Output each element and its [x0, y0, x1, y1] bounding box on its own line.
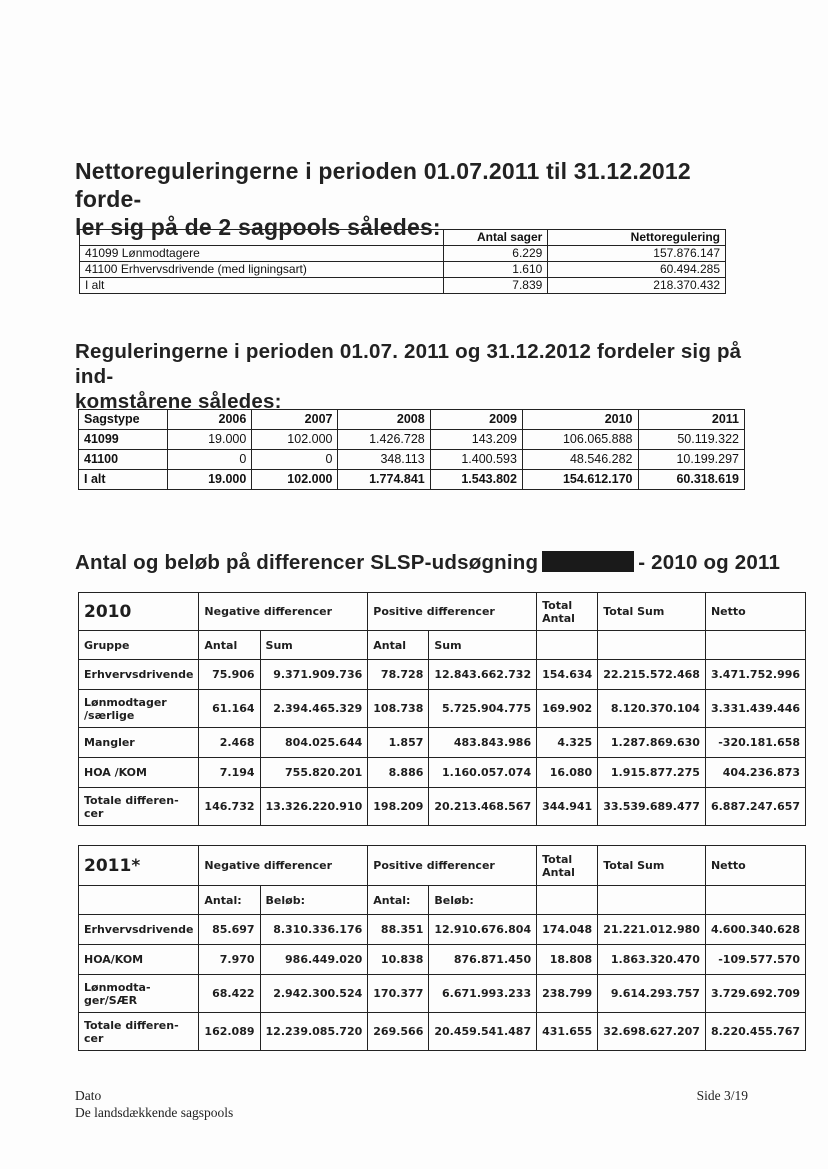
table-header-cell: Positive differencer	[368, 593, 537, 631]
table-subheader-row	[79, 886, 806, 915]
table-cell: 174.048	[537, 915, 598, 945]
table-cell: 60.494.285	[548, 262, 726, 278]
table-cell: 6.671.993.233	[429, 975, 537, 1013]
table-cell: Erhvervsdrivende	[79, 915, 199, 945]
table-cell: 1.857	[368, 728, 429, 758]
table-cell: 13.326.220.910	[260, 788, 368, 826]
table-cell: Lønmodtager /særlige	[79, 690, 199, 728]
footer-date: Dato	[75, 1088, 102, 1103]
table-cell: 7.970	[199, 945, 260, 975]
table-row	[79, 728, 806, 758]
table-cell: 9.371.909.736	[260, 660, 368, 690]
table-row	[79, 690, 806, 728]
table-cell: HOA /KOM	[79, 758, 199, 788]
table-header-cell: 2007	[252, 410, 338, 430]
table-header-cell: Antal	[199, 631, 260, 660]
table-header-cell: Antal:	[199, 886, 260, 915]
table-cell: 238.799	[537, 975, 598, 1013]
table-header-cell: 2006	[168, 410, 252, 430]
table-cell: 1.426.728	[338, 430, 430, 450]
table-cell: 78.728	[368, 660, 429, 690]
table-cell: Lønmodta- ger/SÆR	[79, 975, 199, 1013]
table-cell: 404.236.873	[705, 758, 805, 788]
table-header-cell: Beløb:	[260, 886, 368, 915]
table-header-cell: Sum	[429, 631, 537, 660]
table-row	[79, 945, 806, 975]
table-cell: 154.612.170	[522, 470, 638, 490]
table-header-cell: Sagstype	[79, 410, 168, 430]
table-cell: 1.160.057.074	[429, 758, 537, 788]
table-header-cell: Total Antal	[537, 846, 598, 886]
table-header-cell: Antal sager	[444, 230, 548, 246]
table-header-row	[80, 230, 726, 246]
table-cell: 169.902	[537, 690, 598, 728]
redaction-block	[542, 551, 634, 572]
table-header-cell: Negative differencer	[199, 593, 368, 631]
table-cell: 876.871.450	[429, 945, 537, 975]
table-cell: 1.543.802	[430, 470, 522, 490]
table-cell: 162.089	[199, 1013, 260, 1051]
table-cell: 1.915.877.275	[598, 758, 706, 788]
table-cell: 269.566	[368, 1013, 429, 1051]
table-cell: 12.843.662.732	[429, 660, 537, 690]
table-header-cell: 2009	[430, 410, 522, 430]
table-cell: 41099	[79, 430, 168, 450]
table-cell: 431.655	[537, 1013, 598, 1051]
table-cell: 1.610	[444, 262, 548, 278]
table-header-cell	[537, 886, 598, 915]
table-cell: 16.080	[537, 758, 598, 788]
table-cell: 75.906	[199, 660, 260, 690]
table-cell: 1.287.869.630	[598, 728, 706, 758]
table-cell: 9.614.293.757	[598, 975, 706, 1013]
table-header-cell: 2011	[638, 410, 745, 430]
table-cell: 10.199.297	[638, 450, 745, 470]
table-cell: 50.119.322	[638, 430, 745, 450]
indkomstaar-table	[78, 409, 745, 490]
differencer-2011-table	[78, 845, 806, 1051]
heading-line: Reguleringerne i perioden 01.07. 2011 og 31.12.2012 fordeler sig på ind-	[75, 340, 742, 388]
table-cell: Totale differen- cer	[79, 788, 199, 826]
table-row	[79, 758, 806, 788]
table-cell: 483.843.986	[429, 728, 537, 758]
table-cell: HOA/KOM	[79, 945, 199, 975]
table-header-row	[79, 846, 806, 886]
heading-text: Antal og beløb på differencer SLSP-udsøgning	[75, 551, 539, 574]
table-header-cell: Netto	[705, 846, 805, 886]
table-cell: 3.729.692.709	[705, 975, 805, 1013]
table-header-cell: Netto	[705, 593, 805, 631]
table-header-row	[79, 593, 806, 631]
table-row	[79, 975, 806, 1013]
table-header-cell	[705, 886, 805, 915]
heading-line: komstårene således:	[75, 390, 282, 413]
table-header-cell: Negative differencer	[199, 846, 368, 886]
table-cell: I alt	[80, 278, 444, 294]
table-header-cell: Sum	[260, 631, 368, 660]
table-cell: 344.941	[537, 788, 598, 826]
table-row	[80, 262, 726, 278]
table-cell: 41100	[79, 450, 168, 470]
page-number: Side 3/19	[696, 1088, 748, 1103]
table-cell: 102.000	[252, 430, 338, 450]
table-row	[79, 660, 806, 690]
table-header-cell: 2008	[338, 410, 430, 430]
table-header-cell: 2010	[522, 410, 638, 430]
table-cell: 4.325	[537, 728, 598, 758]
table-header-cell: Gruppe	[79, 631, 199, 660]
table-header-cell	[537, 631, 598, 660]
table-cell: 8.120.370.104	[598, 690, 706, 728]
table-cell: 157.876.147	[548, 246, 726, 262]
differencer-2010-table	[78, 592, 806, 826]
table-cell: 19.000	[168, 470, 252, 490]
table-cell: 143.209	[430, 430, 522, 450]
table-cell: 10.838	[368, 945, 429, 975]
table-cell: 755.820.201	[260, 758, 368, 788]
table-cell: 20.459.541.487	[429, 1013, 537, 1051]
table-cell: 12.239.085.720	[260, 1013, 368, 1051]
table-cell: 1.774.841	[338, 470, 430, 490]
year-label: 2010	[79, 593, 199, 631]
table-cell: 21.221.012.980	[598, 915, 706, 945]
table-cell: 804.025.644	[260, 728, 368, 758]
table-cell: 198.209	[368, 788, 429, 826]
table-cell: 48.546.282	[522, 450, 638, 470]
table-cell: 18.808	[537, 945, 598, 975]
table-subheader-row	[79, 631, 806, 660]
table-row	[79, 1013, 806, 1051]
table-cell: 60.318.619	[638, 470, 745, 490]
table-cell: 68.422	[199, 975, 260, 1013]
heading-text: - 2010 og 2011	[638, 551, 781, 574]
table-cell: 88.351	[368, 915, 429, 945]
table-row	[80, 278, 726, 294]
table-header-row	[79, 410, 745, 430]
table-cell: 4.600.340.628	[705, 915, 805, 945]
table-cell: 22.215.572.468	[598, 660, 706, 690]
table-cell: 146.732	[199, 788, 260, 826]
table-row	[79, 470, 745, 490]
table-cell: 5.725.904.775	[429, 690, 537, 728]
table-cell: 12.910.676.804	[429, 915, 537, 945]
table-header-cell: Beløb:	[429, 886, 537, 915]
table-cell: 154.634	[537, 660, 598, 690]
table-row	[79, 788, 806, 826]
table-cell: 218.370.432	[548, 278, 726, 294]
table-header-cell: Positive differencer	[368, 846, 537, 886]
footer-left	[75, 1087, 233, 1121]
table-cell: -320.181.658	[705, 728, 805, 758]
table-header-cell: Total Sum	[598, 846, 706, 886]
table-cell: 0	[168, 450, 252, 470]
table-cell: 3.331.439.446	[705, 690, 805, 728]
table-cell: 19.000	[168, 430, 252, 450]
year-label: 2011*	[79, 846, 199, 886]
table-cell: 8.886	[368, 758, 429, 788]
table-cell: 61.164	[199, 690, 260, 728]
table-cell: 108.738	[368, 690, 429, 728]
table-header-cell	[80, 230, 444, 246]
heading-line: ler sig på de 2 sagpools således:	[75, 214, 441, 240]
table-cell: 348.113	[338, 450, 430, 470]
table-cell: 2.942.300.524	[260, 975, 368, 1013]
table-cell: 3.471.752.996	[705, 660, 805, 690]
table-header-cell: Nettoregulering	[548, 230, 726, 246]
table-cell: Totale differen- cer	[79, 1013, 199, 1051]
table-cell: 106.065.888	[522, 430, 638, 450]
table-cell: 8.220.455.767	[705, 1013, 805, 1051]
table-header-cell	[598, 886, 706, 915]
table-cell: 1.863.320.470	[598, 945, 706, 975]
table-cell: 170.377	[368, 975, 429, 1013]
footer-organization: De landsdækkende sagspools	[75, 1105, 234, 1120]
table-cell: 7.194	[199, 758, 260, 788]
table-row	[79, 450, 745, 470]
table-header-cell	[598, 631, 706, 660]
table-cell: 2.394.465.329	[260, 690, 368, 728]
table-cell: 1.400.593	[430, 450, 522, 470]
table-cell: 41100 Erhvervsdrivende (med ligningsart)	[80, 262, 444, 278]
table-row	[79, 915, 806, 945]
table-cell: 20.213.468.567	[429, 788, 537, 826]
table-cell: 85.697	[199, 915, 260, 945]
table-cell: 102.000	[252, 470, 338, 490]
table-cell: Erhvervsdrivende	[79, 660, 199, 690]
table-cell: 33.539.689.477	[598, 788, 706, 826]
table-cell: 0	[252, 450, 338, 470]
table-cell: 41099 Lønmodtagere	[80, 246, 444, 262]
table-cell: 32.698.627.207	[598, 1013, 706, 1051]
table-header-cell: Antal	[368, 631, 429, 660]
table-cell: 7.839	[444, 278, 548, 294]
table-cell: 6.887.247.657	[705, 788, 805, 826]
table-cell: 6.229	[444, 246, 548, 262]
heading-differencer	[75, 550, 780, 575]
table-header-cell	[79, 886, 199, 915]
table-header-cell: Antal:	[368, 886, 429, 915]
table-cell: I alt	[79, 470, 168, 490]
table-row	[79, 430, 745, 450]
table-cell: -109.577.570	[705, 945, 805, 975]
table-header-cell: Total Antal	[537, 593, 598, 631]
table-header-cell: Total Sum	[598, 593, 706, 631]
table-cell: Mangler	[79, 728, 199, 758]
sagpool-table	[79, 229, 726, 294]
heading-reguleringer	[75, 339, 755, 414]
table-cell: 8.310.336.176	[260, 915, 368, 945]
table-cell: 986.449.020	[260, 945, 368, 975]
heading-line: Nettoreguleringerne i perioden 01.07.2011 til 31.12.2012 forde-	[75, 158, 691, 212]
table-header-cell	[705, 631, 805, 660]
table-row	[80, 246, 726, 262]
table-cell: 2.468	[199, 728, 260, 758]
